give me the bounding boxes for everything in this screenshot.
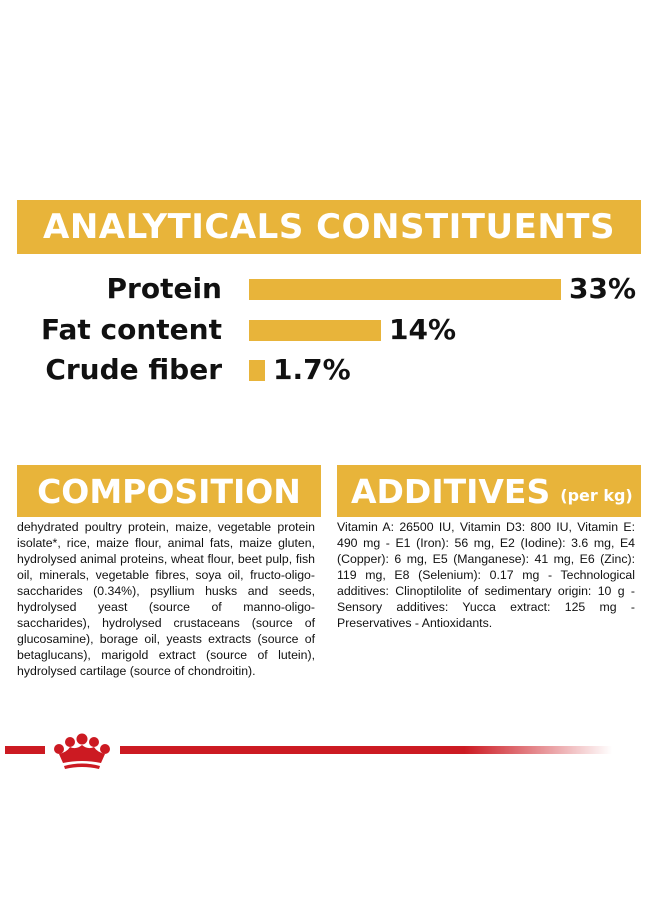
footer-line-left — [5, 746, 45, 754]
constituent-row-fiber — [0, 350, 660, 390]
constituent-label: Fat content — [41, 313, 222, 346]
crown-icon — [47, 730, 117, 770]
composition-title: COMPOSITION — [37, 471, 301, 511]
additives-banner — [337, 465, 641, 517]
constituent-bar — [249, 279, 561, 300]
additives-unit: (per kg) — [560, 485, 633, 505]
composition-text: dehydrated poultry protein, maize, vegetable protein isolate*, rice, maize flour, animal fats, maize gluten, hydrolysed animal proteins, wheat flour, beet pulp, fish oil, minerals, vegetable fibres, soya oil, fructo-oligo-saccharides (0.34%), psyllium husks and seeds, hydrolysed yeast (source of manno-oligo-saccharides), hydrolysed crustaceans (source of glucosamine), borage oil, yeasts extracts (source of betaglucans), marigold extract (source of lutein), hydrolysed cartilage (source of chondroitin). — [17, 520, 315, 678]
constituent-row-protein — [0, 269, 660, 309]
additives-title: ADDITIVES — [351, 471, 551, 511]
constituent-label: Crude fiber — [45, 353, 222, 386]
constituent-bar — [249, 320, 381, 341]
additives-text: Vitamin A: 26500 IU, Vitamin D3: 800 IU, Vitamin E: 490 mg - E1 (Iron): 56 mg, E2 (Iodine): 3.6 mg, E4 (Copper): 6 mg, E5 (Manganese): 41 mg, E6 (Zinc): 119 mg, E8 (Selenium): 0.17 mg - Technological additives: Clinoptilolite of sedimentary origin: 10 g - Sensory additives: Yucca extract: 125 mg - Preservatives - Antioxidants. — [337, 520, 635, 630]
constituent-value: 14% — [389, 313, 457, 346]
constituent-bar — [249, 360, 265, 381]
analytics-banner — [17, 200, 641, 254]
analytics-title: ANALYTICALS CONSTITUENTS — [43, 207, 615, 247]
composition-banner — [17, 465, 321, 517]
constituent-value: 33% — [569, 272, 637, 305]
constituent-label: Protein — [106, 272, 222, 305]
constituent-row-fat — [0, 310, 660, 350]
constituent-value: 1.7% — [273, 353, 351, 386]
footer-line-right — [120, 746, 612, 754]
